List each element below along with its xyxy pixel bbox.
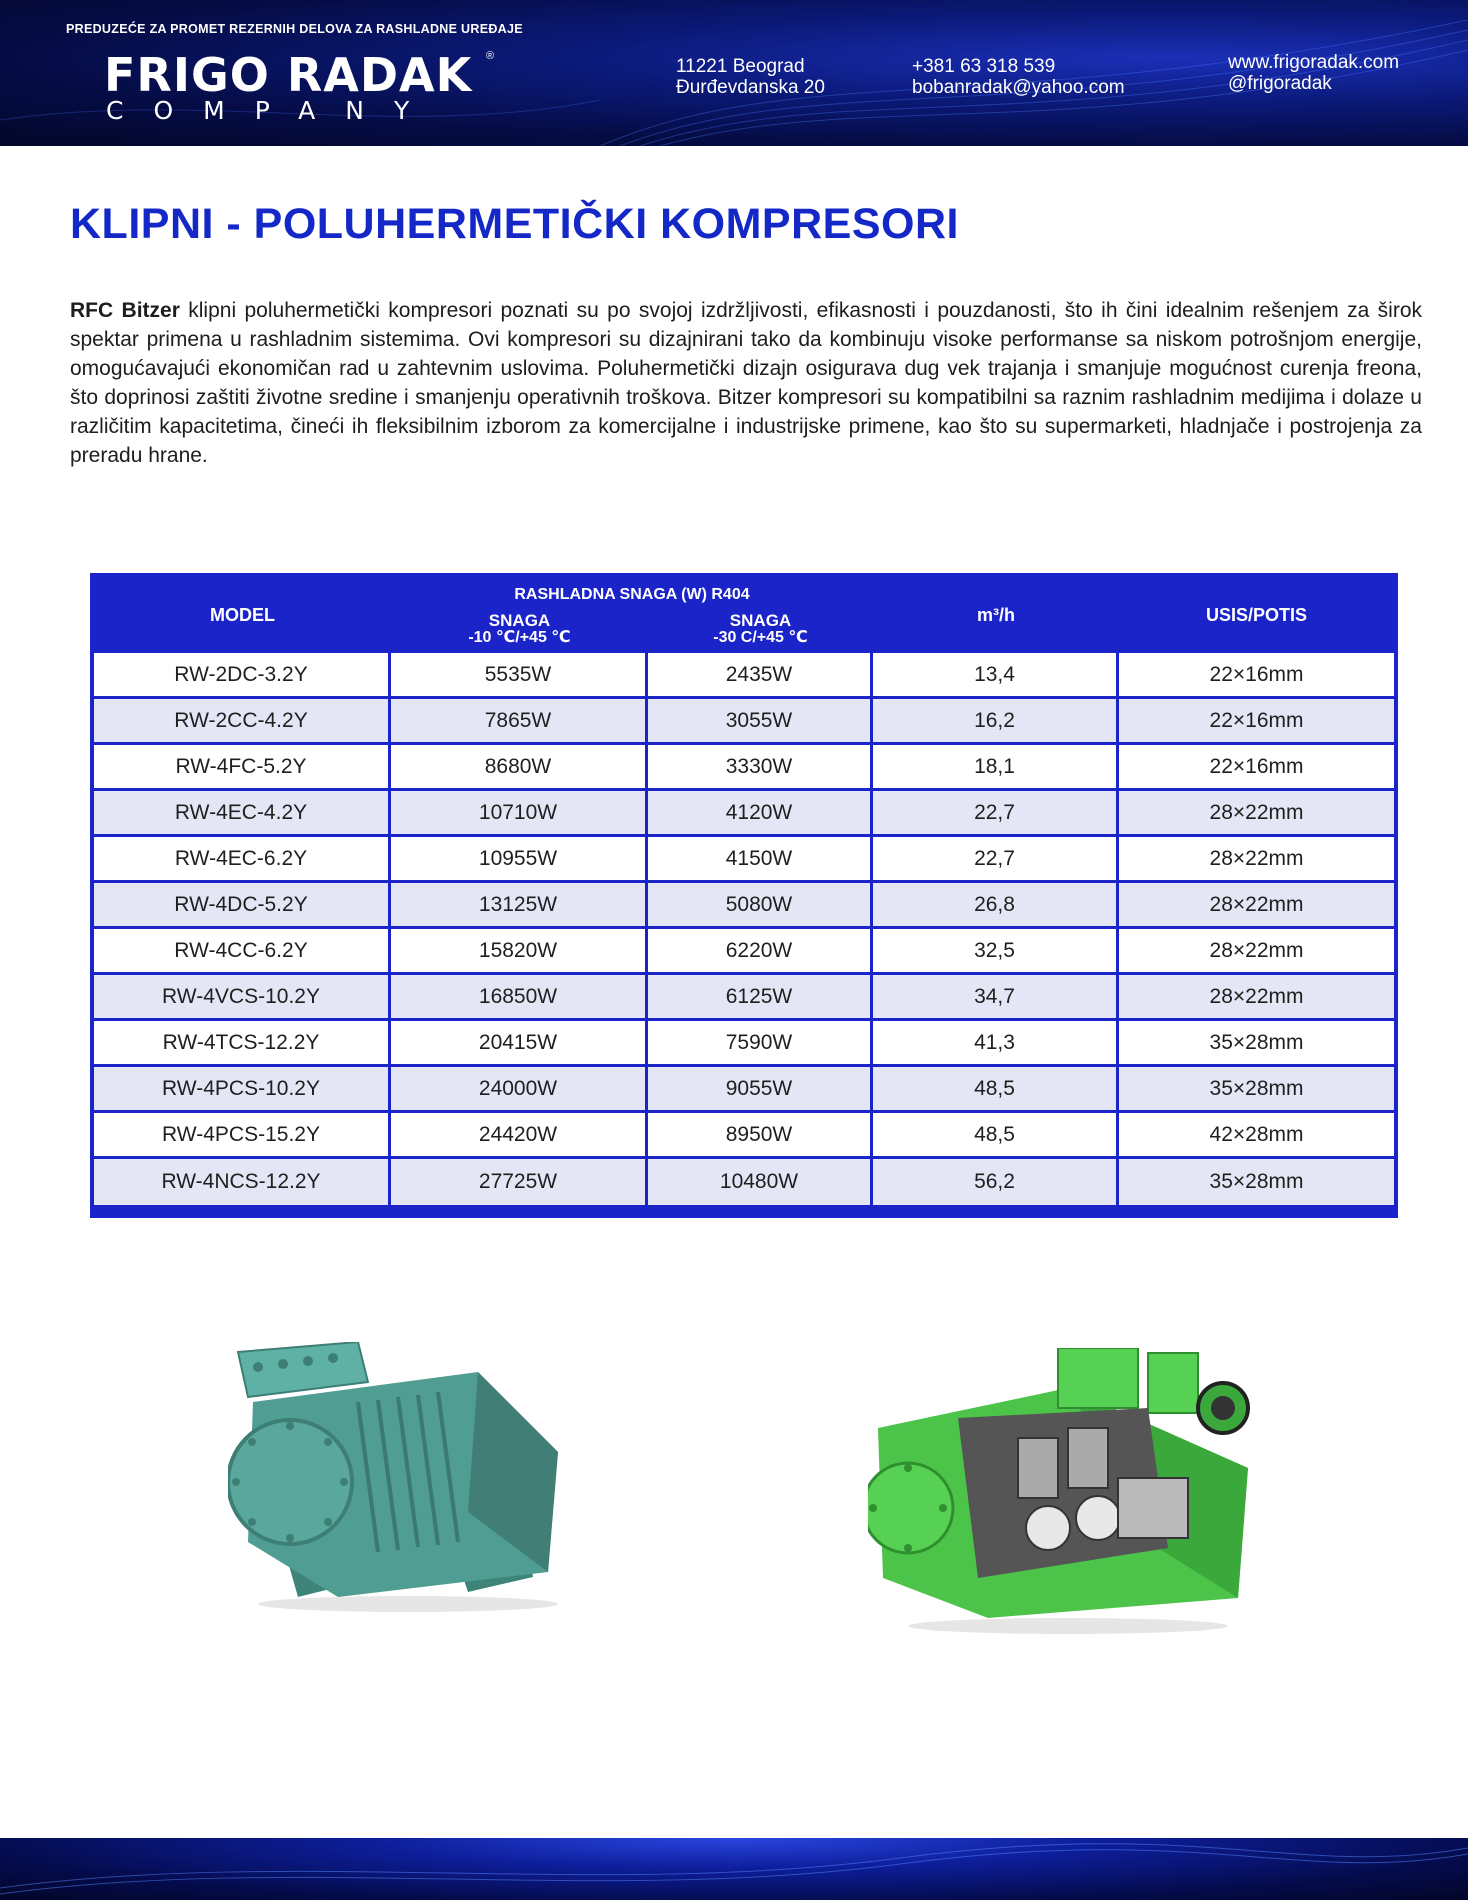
cell-ports: 35×28mm [1119, 1159, 1394, 1205]
cell-flow: 18,1 [873, 745, 1119, 791]
cell-snaga-30: 7590W [648, 1021, 873, 1067]
cell-snaga-30: 8950W [648, 1113, 873, 1159]
table-row [94, 1067, 1394, 1113]
cell-snaga-30: 3330W [648, 745, 873, 791]
compressor-teal-icon [228, 1342, 583, 1617]
header-snaga-30-range: -30 C/+45 ℃ [713, 629, 808, 646]
cell-flow: 32,5 [873, 929, 1119, 975]
cell-ports: 42×28mm [1119, 1113, 1394, 1159]
cell-model: RW-4EC-6.2Y [94, 837, 391, 883]
cell-flow: 13,4 [873, 653, 1119, 699]
cell-snaga-10: 20415W [391, 1021, 648, 1067]
header-ports: USIS/POTIS [1119, 577, 1394, 653]
cell-model: RW-2CC-4.2Y [94, 699, 391, 745]
email-address[interactable]: bobanradak@yahoo.com [912, 77, 1125, 98]
header-cooling-capacity: RASHLADNA SNAGA (W) R404 [391, 577, 873, 605]
cell-ports: 28×22mm [1119, 975, 1394, 1021]
cell-snaga-30: 4150W [648, 837, 873, 883]
table-row [94, 929, 1394, 975]
cell-flow: 22,7 [873, 791, 1119, 837]
cell-snaga-10: 10955W [391, 837, 648, 883]
header-snaga-10-label: SNAGA [488, 611, 551, 630]
footer-wave-decoration [0, 1838, 1468, 1900]
header-flow: m³/h [873, 577, 1119, 653]
brand-subtitle: COMPANY [106, 96, 440, 125]
brand-logo-text: FRIGO RADAK [104, 48, 473, 102]
cell-flow: 22,7 [873, 837, 1119, 883]
header-snaga-10-range: -10 ℃/+45 ℃ [468, 629, 571, 646]
cell-flow: 26,8 [873, 883, 1119, 929]
cell-snaga-10: 24000W [391, 1067, 648, 1113]
cell-ports: 28×22mm [1119, 883, 1394, 929]
cell-model: RW-4CC-6.2Y [94, 929, 391, 975]
table-row [94, 837, 1394, 883]
cell-flow: 34,7 [873, 975, 1119, 1021]
cell-model: RW-4VCS-10.2Y [94, 975, 391, 1021]
address-line-2: Đurđevdanska 20 [676, 77, 825, 98]
intro-brand: RFC Bitzer [70, 299, 180, 322]
cell-model: RW-4NCS-12.2Y [94, 1159, 391, 1205]
table-row [94, 791, 1394, 837]
cell-ports: 22×16mm [1119, 653, 1394, 699]
cell-ports: 28×22mm [1119, 837, 1394, 883]
cell-snaga-10: 15820W [391, 929, 648, 975]
specs-table [94, 577, 1394, 1205]
cell-snaga-10: 5535W [391, 653, 648, 699]
cell-model: RW-4EC-4.2Y [94, 791, 391, 837]
cell-snaga-30: 10480W [648, 1159, 873, 1205]
cell-ports: 35×28mm [1119, 1021, 1394, 1067]
cell-snaga-30: 9055W [648, 1067, 873, 1113]
cell-snaga-30: 2435W [648, 653, 873, 699]
website-link[interactable]: www.frigoradak.com [1228, 52, 1400, 73]
header-snaga-30-label: SNAGA [729, 611, 792, 630]
cell-flow: 48,5 [873, 1067, 1119, 1113]
cell-snaga-10: 24420W [391, 1113, 648, 1159]
table-row [94, 1021, 1394, 1067]
cell-model: RW-4FC-5.2Y [94, 745, 391, 791]
cell-snaga-10: 8680W [391, 745, 648, 791]
cell-snaga-10: 27725W [391, 1159, 648, 1205]
cell-snaga-10: 10710W [391, 791, 648, 837]
cell-snaga-30: 6220W [648, 929, 873, 975]
table-row [94, 745, 1394, 791]
cell-model: RW-4PCS-15.2Y [94, 1113, 391, 1159]
cell-flow: 41,3 [873, 1021, 1119, 1067]
cell-snaga-10: 7865W [391, 699, 648, 745]
cell-ports: 28×22mm [1119, 791, 1394, 837]
compressor-cutaway-icon [868, 1348, 1250, 1638]
contact-phone-email [912, 56, 1125, 98]
cell-model: RW-4PCS-10.2Y [94, 1067, 391, 1113]
company-tagline: PREDUZEĆE ZA PROMET REZERNIH DELOVA ZA RASHLADNE UREĐAJE [66, 22, 523, 36]
cell-flow: 56,2 [873, 1159, 1119, 1205]
cell-ports: 35×28mm [1119, 1067, 1394, 1113]
social-handle[interactable]: @frigoradak [1228, 73, 1332, 94]
table-row [94, 653, 1394, 699]
cell-snaga-30: 6125W [648, 975, 873, 1021]
table-row [94, 1159, 1394, 1205]
cell-flow: 16,2 [873, 699, 1119, 745]
page-footer [0, 1838, 1468, 1900]
specs-table-body [94, 653, 1394, 1205]
cell-model: RW-4TCS-12.2Y [94, 1021, 391, 1067]
page-title: KLIPNI - POLUHERMETIČKI KOMPRESORI [70, 200, 959, 248]
cell-model: RW-4DC-5.2Y [94, 883, 391, 929]
cell-snaga-30: 3055W [648, 699, 873, 745]
cell-snaga-30: 5080W [648, 883, 873, 929]
cell-snaga-10: 13125W [391, 883, 648, 929]
header-snaga-30 [648, 605, 873, 653]
intro-text: klipni poluhermetički kompresori poznati su po svojoj izdržljivosti, efikasnosti i pouzdanosti, što ih čini idealnim rešenjem za širok spektar primena u rashladnim sistemima. Ovi kompresori su dizajnirani tako da kombinuju visoke performanse sa niskom potrošnjom energije, omogućavajući ekonomičan rad u zahtevnim uslovima. Poluhermetički dizajn osigurava dug vek trajanja i smanjuje mogućnost curenja freona, što doprinosi zaštiti životne sredine i smanjenju operativnih troškova. Bitzer kompresori su kompatibilni sa raznim rashladnim medijima i dolaze u različitim kapacitetima, čineći ih fleksibilnim izborom za komercijalne i industrijske primene, kao što su supermarketi, hladnjače i postrojenja za preradu hrane. [70, 299, 1422, 467]
address-line-1: 11221 Beograd [676, 56, 805, 77]
specs-table-container [90, 573, 1398, 1218]
table-row [94, 1113, 1394, 1159]
contact-address [676, 56, 825, 98]
table-row [94, 975, 1394, 1021]
header-model: MODEL [94, 577, 391, 653]
intro-paragraph [70, 296, 1422, 470]
cell-flow: 48,5 [873, 1113, 1119, 1159]
table-row [94, 883, 1394, 929]
cell-model: RW-2DC-3.2Y [94, 653, 391, 699]
contact-web [1228, 52, 1399, 94]
registered-mark: ® [486, 50, 495, 62]
cell-ports: 22×16mm [1119, 699, 1394, 745]
cell-snaga-10: 16850W [391, 975, 648, 1021]
cell-ports: 28×22mm [1119, 929, 1394, 975]
table-row [94, 699, 1394, 745]
header-snaga-10 [391, 605, 648, 653]
phone-number[interactable]: +381 63 318 539 [912, 56, 1056, 77]
cell-ports: 22×16mm [1119, 745, 1394, 791]
page-header [0, 0, 1468, 146]
cell-snaga-30: 4120W [648, 791, 873, 837]
